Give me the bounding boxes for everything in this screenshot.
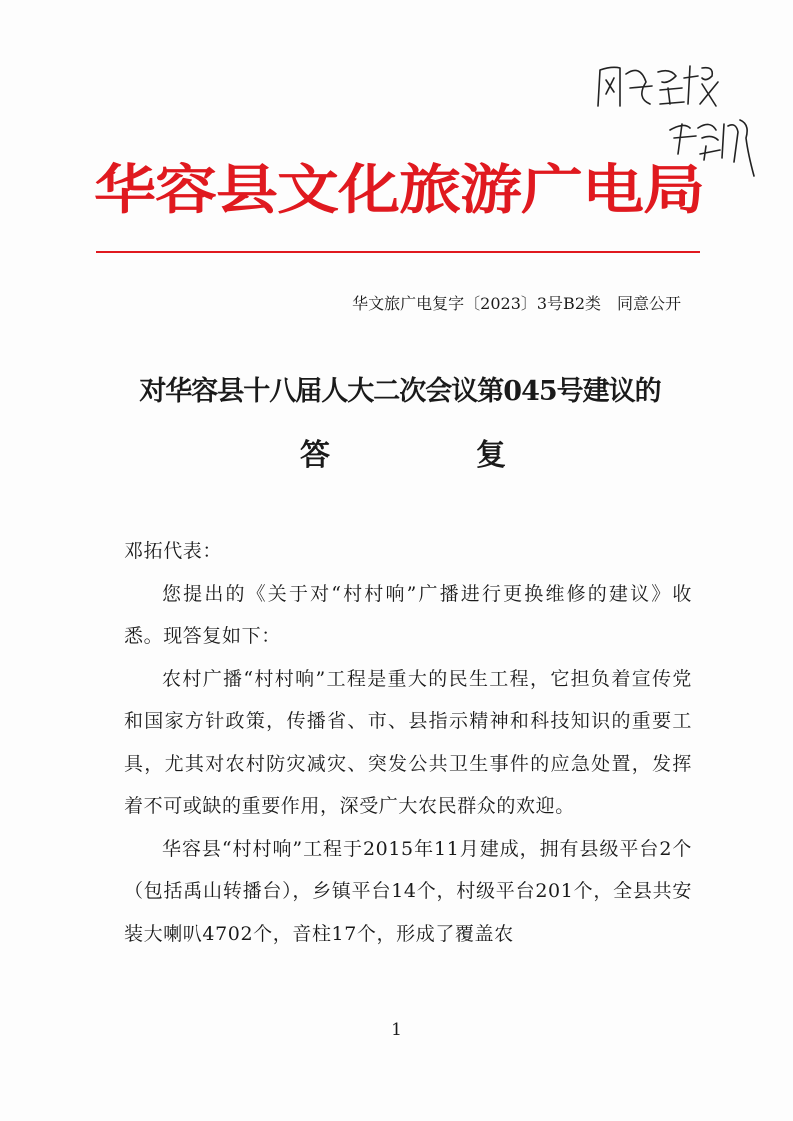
page-number: 1 bbox=[391, 1020, 402, 1040]
body-paragraph: 华容县“村村响”工程于2015年11月建成，拥有县级平台2个（包括禹山转播台），乡镇平台14个，村级平台201个，全县共安装大喇叭4702个，音柱17个，形成了覆盖农 bbox=[124, 837, 692, 945]
body-paragraph: 您提出的《关于对“村村响”广播进行更换维修的建议》收悉。现答复如下： bbox=[124, 582, 692, 647]
letterhead-divider bbox=[96, 251, 700, 253]
document-title: 对华容县十八届人大二次会议第045号建议的 bbox=[139, 376, 661, 407]
document-body bbox=[124, 530, 692, 955]
agency-letterhead: 华容县文化旅游广电局 bbox=[94, 158, 705, 221]
document-number: 华文旅广电复字〔2023〕3号B2类 同意公开 bbox=[352, 294, 681, 313]
body-paragraph: 农村广播“村村响”工程是重大的民生工程，它担负着宣传党和国家方针政策，传播省、市、县指示精神和科技知识的重要工具，尤其对农村防灾减灾、突发公共卫生事件的应急处置，发挥着不可或缺的重要作用，深受广大农民群众的欢迎。 bbox=[124, 667, 692, 817]
salutation: 邓拓代表： bbox=[124, 540, 223, 562]
title-char-2: 复 bbox=[476, 438, 506, 473]
title-char-1: 答 bbox=[300, 438, 330, 473]
